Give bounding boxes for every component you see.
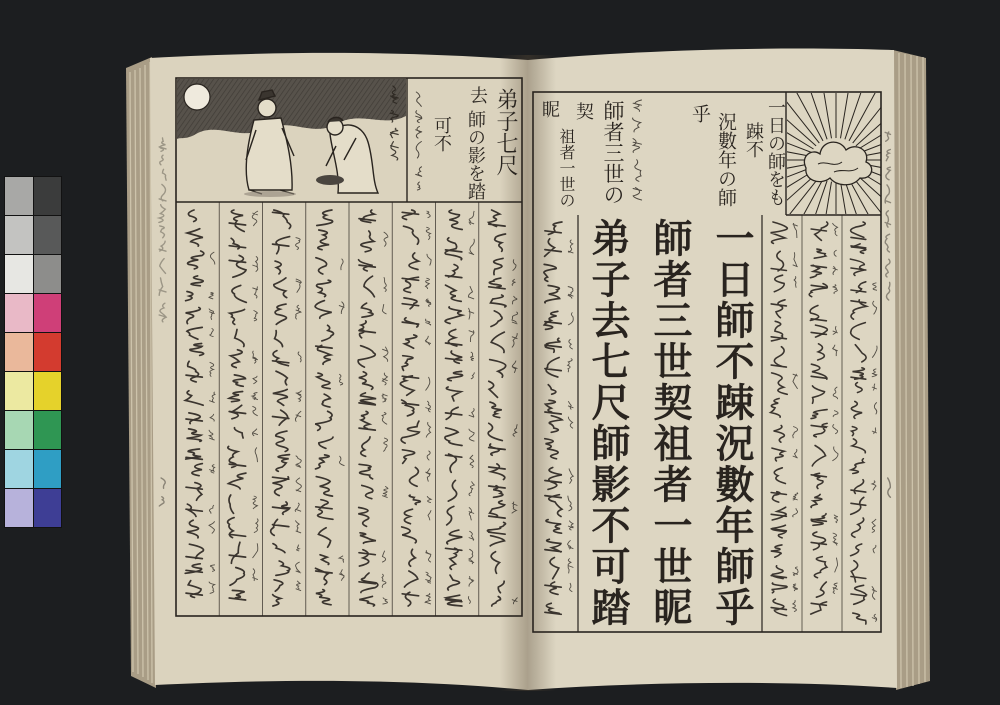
right-page-edge <box>893 50 930 690</box>
main-calligraphy-column: 師者三世契祖者一世眤 <box>647 218 693 628</box>
heading-column: 踈不 <box>743 122 764 158</box>
heading-column: 弟子七尺 <box>493 88 518 176</box>
heading-column: 契 <box>573 102 594 120</box>
moon-icon <box>184 84 210 110</box>
heading-column: 一日の師をも <box>765 98 786 206</box>
heading-column: 眤 <box>539 100 560 118</box>
heading-column: 祖者一世の <box>557 128 576 208</box>
heading-column: 師者三世の <box>601 100 625 205</box>
shadow <box>316 175 344 185</box>
heading-column: 去 <box>467 86 488 104</box>
heading-column: 乎 <box>689 104 711 123</box>
main-calligraphy-column: 一日師不踈況數年師乎 <box>709 218 755 628</box>
heading-column: 師の影を踏 <box>465 110 486 200</box>
main-calligraphy-column: 弟子去七尺師影不可踏 <box>585 218 631 628</box>
heading-column: 可不 <box>431 116 452 152</box>
heading-column: 況數年の師 <box>715 112 737 207</box>
